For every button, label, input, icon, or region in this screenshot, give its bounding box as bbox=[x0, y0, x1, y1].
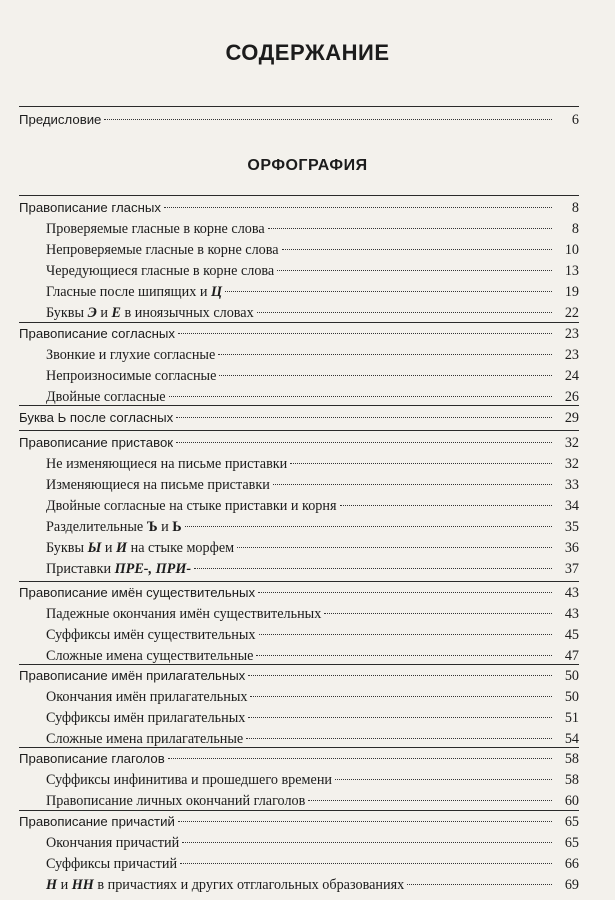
toc-subentry bbox=[46, 387, 579, 407]
dot-leader bbox=[277, 270, 552, 271]
dot-leader bbox=[256, 655, 552, 656]
toc-label: Правописание личных окончаний глаголов bbox=[46, 793, 306, 809]
divider bbox=[19, 195, 579, 196]
toc-page-number: 8 bbox=[571, 200, 579, 216]
dot-leader bbox=[282, 249, 552, 250]
letter: И bbox=[116, 540, 128, 556]
dot-leader bbox=[268, 228, 552, 229]
letter: Ц bbox=[210, 284, 223, 300]
toc-page-number: 32 bbox=[564, 435, 579, 451]
toc-entry-consonants bbox=[19, 324, 579, 344]
toc-label: Сложные имена существительные bbox=[46, 648, 254, 664]
dot-leader bbox=[248, 717, 552, 718]
toc-page-number: 23 bbox=[564, 347, 579, 363]
letter: ПРЕ-, ПРИ- bbox=[114, 561, 192, 577]
toc-label bbox=[46, 517, 182, 537]
toc-subentry bbox=[46, 625, 579, 645]
toc-label: Суффиксы причастий bbox=[46, 856, 178, 872]
toc-entry-adjectives bbox=[19, 666, 579, 686]
toc-subentry bbox=[46, 496, 579, 516]
toc-entry-vowels bbox=[19, 198, 579, 218]
toc-page-number: 10 bbox=[564, 242, 579, 258]
label-text: и bbox=[96, 305, 112, 321]
dot-leader bbox=[218, 354, 552, 355]
toc-page-number: 6 bbox=[571, 112, 579, 128]
label-text: Буквы bbox=[46, 305, 88, 321]
toc-page-number: 33 bbox=[564, 477, 579, 493]
dot-leader bbox=[176, 442, 552, 443]
divider bbox=[19, 430, 579, 431]
divider bbox=[19, 322, 579, 323]
label-text: Приставки bbox=[46, 561, 115, 577]
toc-entry-preface bbox=[19, 110, 579, 130]
divider bbox=[19, 810, 579, 811]
label-text: и bbox=[57, 877, 72, 893]
dot-leader bbox=[104, 119, 552, 120]
toc-page-number: 60 bbox=[564, 793, 579, 809]
toc-subentry bbox=[46, 240, 579, 260]
toc-entry-verbs bbox=[19, 749, 579, 769]
toc-label: Суффиксы инфинитива и прошедшего времени bbox=[46, 772, 333, 788]
toc-page-number: 58 bbox=[564, 751, 579, 767]
toc-page-number: 29 bbox=[564, 410, 579, 426]
toc-subentry bbox=[46, 475, 579, 495]
toc-page-number: 43 bbox=[564, 585, 579, 601]
toc-subentry bbox=[46, 875, 579, 895]
toc-subentry bbox=[46, 559, 579, 579]
toc-page-number: 36 bbox=[564, 540, 579, 556]
toc-label: Звонкие и глухие согласные bbox=[46, 347, 216, 363]
dot-leader bbox=[290, 463, 552, 464]
toc-page-number: 32 bbox=[564, 456, 579, 472]
toc-page-number: 35 bbox=[564, 519, 579, 535]
toc-label: Непроверяемые гласные в корне слова bbox=[46, 242, 279, 258]
toc-label: Правописание имён существительных bbox=[19, 585, 256, 600]
letter: Н bbox=[46, 877, 58, 893]
toc-label: Правописание глаголов bbox=[19, 751, 165, 766]
label-text: Гласные после шипящих и bbox=[46, 284, 211, 300]
toc-page-number: 66 bbox=[564, 856, 579, 872]
toc-subentry bbox=[46, 454, 579, 474]
dot-leader bbox=[168, 758, 552, 759]
toc-page-number: 65 bbox=[564, 814, 579, 830]
dot-leader bbox=[246, 738, 552, 739]
toc-label: Изменяющиеся на письме приставки bbox=[46, 477, 270, 493]
toc-subentry bbox=[46, 646, 579, 666]
dot-leader bbox=[248, 675, 552, 676]
toc-label: Правописание гласных bbox=[19, 200, 161, 215]
toc-entry-participles bbox=[19, 812, 579, 832]
toc-page-number: 69 bbox=[564, 877, 579, 893]
dot-leader bbox=[237, 547, 552, 548]
label-text: на стыке морфем bbox=[127, 540, 235, 556]
toc-label: Правописание приставок bbox=[19, 435, 174, 450]
dot-leader bbox=[176, 417, 552, 418]
dot-leader bbox=[335, 779, 552, 780]
toc-subentry bbox=[46, 366, 579, 386]
toc-label: Предисловие bbox=[19, 112, 102, 127]
label-text: и bbox=[157, 519, 173, 535]
toc-subentry bbox=[46, 854, 579, 874]
toc-subentry bbox=[46, 687, 579, 707]
toc-page-number: 19 bbox=[564, 284, 579, 300]
dot-leader bbox=[180, 863, 552, 864]
dot-leader bbox=[185, 526, 552, 527]
letter: Е bbox=[111, 305, 121, 321]
toc-entry-prefixes bbox=[19, 433, 579, 453]
toc-label: Суффиксы имён существительных bbox=[46, 627, 256, 643]
toc-subentry bbox=[46, 303, 579, 323]
toc-label bbox=[46, 303, 254, 323]
divider bbox=[19, 664, 579, 665]
toc-label bbox=[46, 559, 191, 579]
toc-label: Двойные согласные bbox=[46, 389, 166, 405]
dot-leader bbox=[178, 333, 552, 334]
toc-label: Сложные имена прилагательные bbox=[46, 731, 244, 747]
toc-page-number: 13 bbox=[564, 263, 579, 279]
toc-page-number: 22 bbox=[564, 305, 579, 321]
toc-page-number: 45 bbox=[564, 627, 579, 643]
toc-label bbox=[46, 282, 222, 302]
dot-leader bbox=[178, 821, 552, 822]
toc-page-number: 34 bbox=[564, 498, 579, 514]
toc-label: Двойные согласные на стыке приставки и корня bbox=[46, 498, 337, 514]
dot-leader bbox=[257, 312, 552, 313]
toc-label: Буква Ь после согласных bbox=[19, 410, 174, 425]
dot-leader bbox=[340, 505, 552, 506]
toc-page-number: 65 bbox=[564, 835, 579, 851]
letter: Ь bbox=[172, 519, 182, 535]
toc-subentry bbox=[46, 345, 579, 365]
toc-entry-soft-sign bbox=[19, 408, 579, 428]
label-text: в причастиях и других отглагольных образованиях bbox=[93, 877, 405, 893]
label-text: и bbox=[101, 540, 117, 556]
toc-label: Непроизносимые согласные bbox=[46, 368, 217, 384]
toc-label: Окончания имён прилагательных bbox=[46, 689, 248, 705]
label-text: Разделительные bbox=[46, 519, 147, 535]
dot-leader bbox=[219, 375, 552, 376]
toc-label: Правописание согласных bbox=[19, 326, 175, 341]
toc-subentry bbox=[46, 261, 579, 281]
dot-leader bbox=[273, 484, 552, 485]
toc-page-number: 58 bbox=[564, 772, 579, 788]
letter: Ъ bbox=[146, 519, 158, 535]
toc-page-number: 37 bbox=[564, 561, 579, 577]
toc-page-number: 51 bbox=[564, 710, 579, 726]
dot-leader bbox=[258, 592, 552, 593]
toc-page-number: 47 bbox=[564, 648, 579, 664]
toc-page-number: 50 bbox=[564, 689, 579, 705]
divider bbox=[19, 106, 579, 107]
dot-leader bbox=[308, 800, 552, 801]
toc-page-number: 50 bbox=[564, 668, 579, 684]
toc-label: Падежные окончания имён существительных bbox=[46, 606, 322, 622]
dot-leader bbox=[324, 613, 552, 614]
dot-leader bbox=[259, 634, 552, 635]
toc-entry-nouns bbox=[19, 583, 579, 603]
toc-subentry bbox=[46, 604, 579, 624]
dot-leader bbox=[407, 884, 552, 885]
toc-page-number: 8 bbox=[571, 221, 579, 237]
dot-leader bbox=[194, 568, 552, 569]
divider bbox=[19, 581, 579, 582]
dot-leader bbox=[250, 696, 552, 697]
toc-label: Не изменяющиеся на письме приставки bbox=[46, 456, 288, 472]
dot-leader bbox=[164, 207, 552, 208]
label-text: Буквы bbox=[46, 540, 88, 556]
dot-leader bbox=[225, 291, 552, 292]
toc-page-number: 23 bbox=[564, 326, 579, 342]
letter: НН bbox=[71, 877, 94, 893]
letter: Ы bbox=[87, 540, 102, 556]
toc-subentry bbox=[46, 538, 579, 558]
divider bbox=[19, 747, 579, 748]
toc-label: Суффиксы имён прилагательных bbox=[46, 710, 246, 726]
divider bbox=[19, 405, 579, 406]
toc-page-number: 26 bbox=[564, 389, 579, 405]
label-text: в иноязычных словах bbox=[120, 305, 254, 321]
toc-label: Окончания причастий bbox=[46, 835, 180, 851]
letter: Э bbox=[87, 305, 97, 321]
toc-label: Правописание причастий bbox=[19, 814, 175, 829]
toc-subentry bbox=[46, 791, 579, 811]
toc-subentry bbox=[46, 729, 579, 749]
toc-label: Правописание имён прилагательных bbox=[19, 668, 246, 683]
toc-subentry bbox=[46, 282, 579, 302]
toc-subentry bbox=[46, 219, 579, 239]
toc-subentry bbox=[46, 708, 579, 728]
dot-leader bbox=[182, 842, 552, 843]
toc-label bbox=[46, 875, 404, 895]
toc-page-number: 43 bbox=[564, 606, 579, 622]
toc-page-number: 54 bbox=[564, 731, 579, 747]
page-title: СОДЕРЖАНИЕ bbox=[225, 40, 390, 65]
toc-subentry bbox=[46, 517, 579, 537]
toc-label bbox=[46, 538, 234, 558]
toc-page-number: 24 bbox=[564, 368, 579, 384]
toc-subentry bbox=[46, 833, 579, 853]
dot-leader bbox=[169, 396, 552, 397]
section-title: ОРФОГРАФИЯ bbox=[247, 157, 368, 174]
toc-label: Чередующиеся гласные в корне слова bbox=[46, 263, 275, 279]
toc-subentry bbox=[46, 770, 579, 790]
toc-label: Проверяемые гласные в корне слова bbox=[46, 221, 265, 237]
